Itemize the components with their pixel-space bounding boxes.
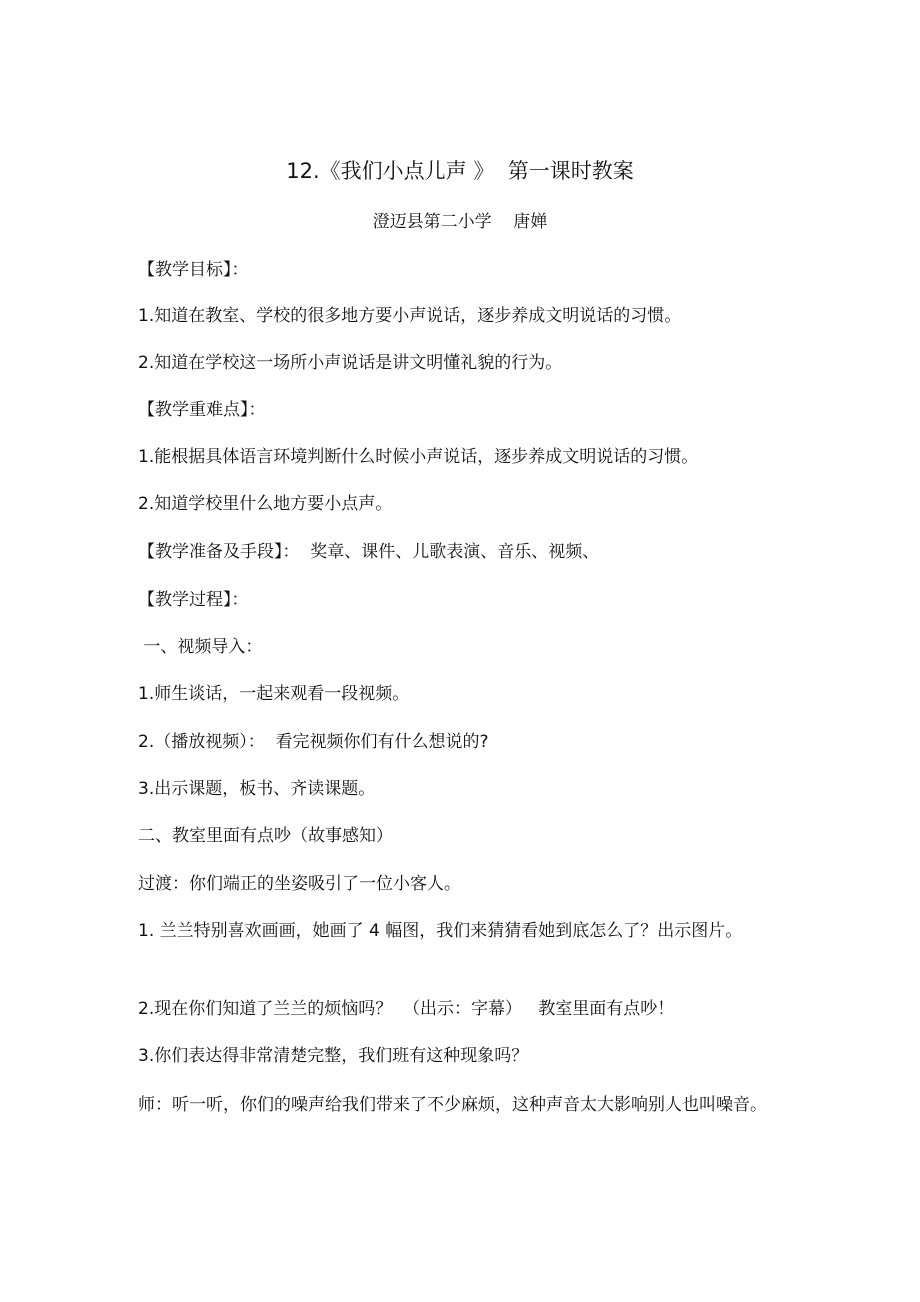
section-heading-objectives: 【教学目标】： [138,260,249,280]
section-heading-process: 【教学过程】： [138,590,249,610]
subsection-video-intro: 一、视频导入： [138,637,263,657]
story-step-3: 3.你们表达得非常清楚完整，我们班有这种现象吗？ [138,1046,529,1066]
process-step-1: 1.师生谈话，一起来观看一段视频。 [138,684,410,704]
transition-text: 过渡：你们端正的坐姿吸引了一位小客人。 [138,874,461,894]
objective-item-2: 2.知道在学校这一场所小声说话是讲文明懂礼貌的行为。 [138,353,563,373]
process-step-2: 2.（播放视频）： 看完视频你们有什么想说的? [138,732,489,752]
section-heading-key-points: 【教学重难点】： [138,400,266,420]
story-step-1: 1. 兰兰特别喜欢画画，她画了 4 幅图，我们来猜猜看她到底怎么了？出示图片。 [138,921,743,941]
teacher-remark: 师：听一听，你们的噪声给我们带来了不少麻烦，这种声音太大影响别人也叫噪音。 [138,1095,767,1115]
story-step-2: 2.现在你们知道了兰兰的烦恼吗？ （出示：字幕） 教室里面有点吵！ [138,999,675,1019]
objective-item-1: 1.知道在教室、学校的很多地方要小声说话，逐步养成文明说话的习惯。 [138,306,682,326]
author-line: 澄迈县第二小学 唐婵 [372,212,548,232]
process-step-3: 3.出示课题，板书、齐读课题。 [138,779,376,799]
document-title: 12.《我们小点儿声 》 第一课时教案 [286,159,634,183]
section-heading-preparation: 【教学准备及手段】： 奖章、课件、儿歌表演、音乐、视频、 [138,542,600,562]
key-point-item-1: 1.能根据具体语言环境判断什么时候小声说话，逐步养成文明说话的习惯。 [138,447,699,467]
subsection-classroom-noise: 二、教室里面有点吵（故事感知） [138,826,393,846]
key-point-item-2: 2.知道学校里什么地方要小点声。 [138,494,393,514]
